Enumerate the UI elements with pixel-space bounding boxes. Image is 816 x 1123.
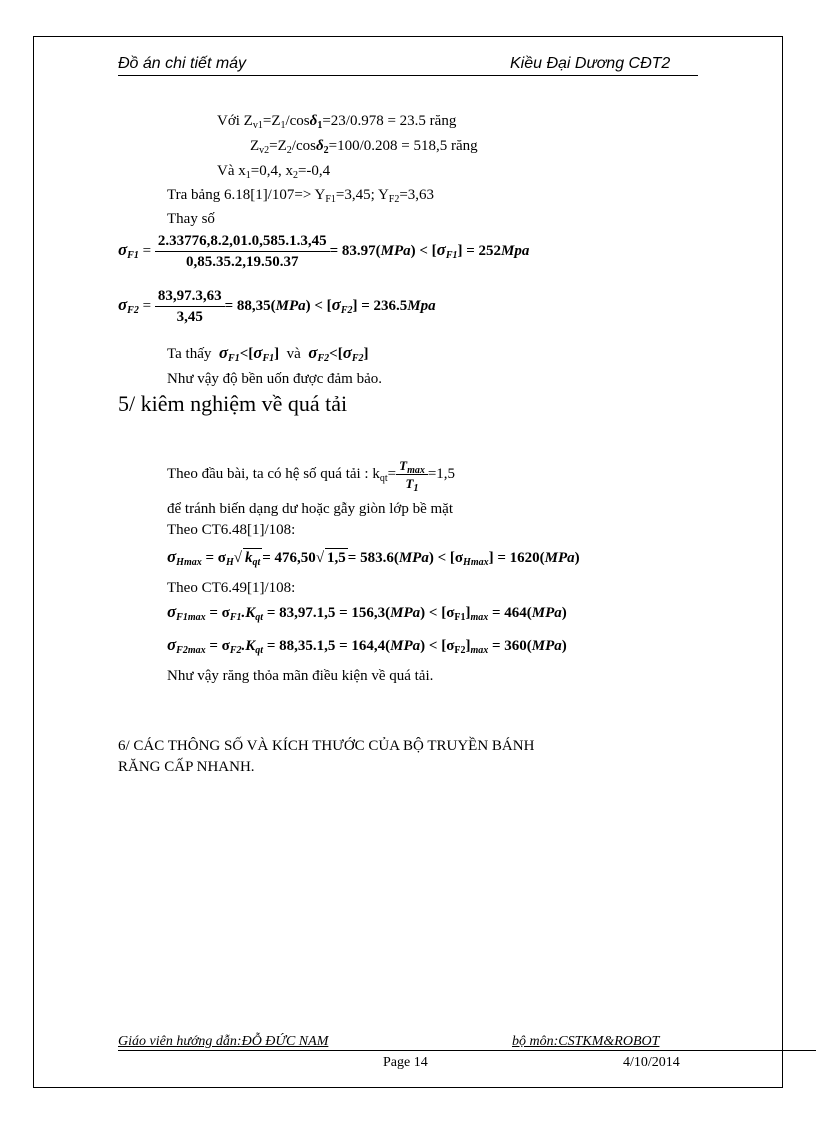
equation-sigma-f2: $\sigma_{F2}$ = $\frac{83,97.3,63}{3,45}$ = $88,35(MPa) < [\sigma_{F2}] = 236.5Mpa$ — [118, 288, 436, 325]
footer-department: bộ môn:CSTKM&ROBOT — [512, 1034, 660, 1049]
line-ket-luan-2: Như vậy răng thỏa mãn điều kiện về quá tải. — [167, 668, 434, 684]
line-ket-luan-1: Như vậy độ bền uốn được đảm bảo. — [167, 371, 382, 387]
equation-sigma-f1: $\sigma_{F1}$ = $\frac{2.33776,8.2,01.0,585.1.3,45}{0,85.35.2,19.50.37}$ = $83.97(MPa) < [\sigma_{F1}] = 252Mpa$ — [118, 233, 530, 270]
line-tra-bang: Tra bảng $6.18[1]/107=> Y_{F1}=3,45$; $Y_{F2}=3,63$ — [167, 187, 435, 205]
section-5-heading: 5/ kiêm nghiệm về quá tải — [118, 391, 348, 416]
line-zv1: Với $Z_{v1}=Z_1/\cos\delta_1=23/0.978 = 23.5$ răng — [217, 113, 457, 131]
header-right: Kiều Đại Dương CĐT2 — [510, 55, 671, 72]
header-rule — [118, 75, 698, 76]
footer-page-number: Page 14 — [383, 1055, 428, 1070]
footer-date: 4/10/2014 — [623, 1055, 680, 1070]
line-x: Và $x_1=0,4$, $x_2=-0,4$ — [217, 163, 331, 181]
line-theo-ct649: Theo CT6.49[1]/108: — [167, 580, 296, 596]
section-6-heading-line-2: RĂNG CẤP NHANH. — [118, 759, 255, 775]
equation-sigma-f2max: $\sigma_{F2max} = \sigma_{F2}.K_{qt} = 88,35.1,5 = 164,4(MPa) < [\sigma_{F2}]_{max} = 360(MPa)$ — [167, 635, 567, 656]
line-thay-so: Thay số — [167, 211, 215, 227]
equation-sigma-hmax: $\sigma_{Hmax} = \sigma_H√$ $k_{qt} = 476,50√$ $1,5 = 583.6(MPa) < [\sigma_{Hmax}] = 1620(MPa)$ — [167, 547, 580, 568]
line-zv2: $Z_{v2}=Z_2/\cos\delta_2=100/0.208 = 518,5$ răng — [250, 138, 478, 156]
line-de-tranh: để tránh biến dạng dư hoặc gẫy giòn lớp bề mặt — [167, 501, 453, 517]
section-6-heading-line-1: 6/ CÁC THÔNG SỐ VÀ KÍCH THƯỚC CỦA BỘ TRUYỀN BÁNH — [118, 738, 535, 754]
footer-instructor: Giáo viên hướng dẫn:ĐỖ ĐỨC NAM — [118, 1034, 329, 1049]
footer-rule — [118, 1050, 816, 1051]
header-left: Đồ án chi tiết máy — [118, 55, 247, 72]
line-theo-dau-bai: Theo đầu bài, ta có hệ số quá tải : $k_{qt}=$ $\frac{T_{max}}{T_1}$ =1,5 — [167, 458, 456, 494]
equation-sigma-f1max: $\sigma_{F1max} = \sigma_{F1}.K_{qt} = 83,97.1,5 = 156,3(MPa) < [\sigma_{F1}]_{max} = 464(MPa)$ — [167, 602, 567, 623]
line-ta-thay: Ta thấy $\sigma_{F1}<[\sigma_{F1}]$ và $\sigma_{F2}<[\sigma_{F2}]$ — [167, 343, 369, 364]
line-theo-ct648: Theo CT6.48[1]/108: — [167, 522, 296, 538]
